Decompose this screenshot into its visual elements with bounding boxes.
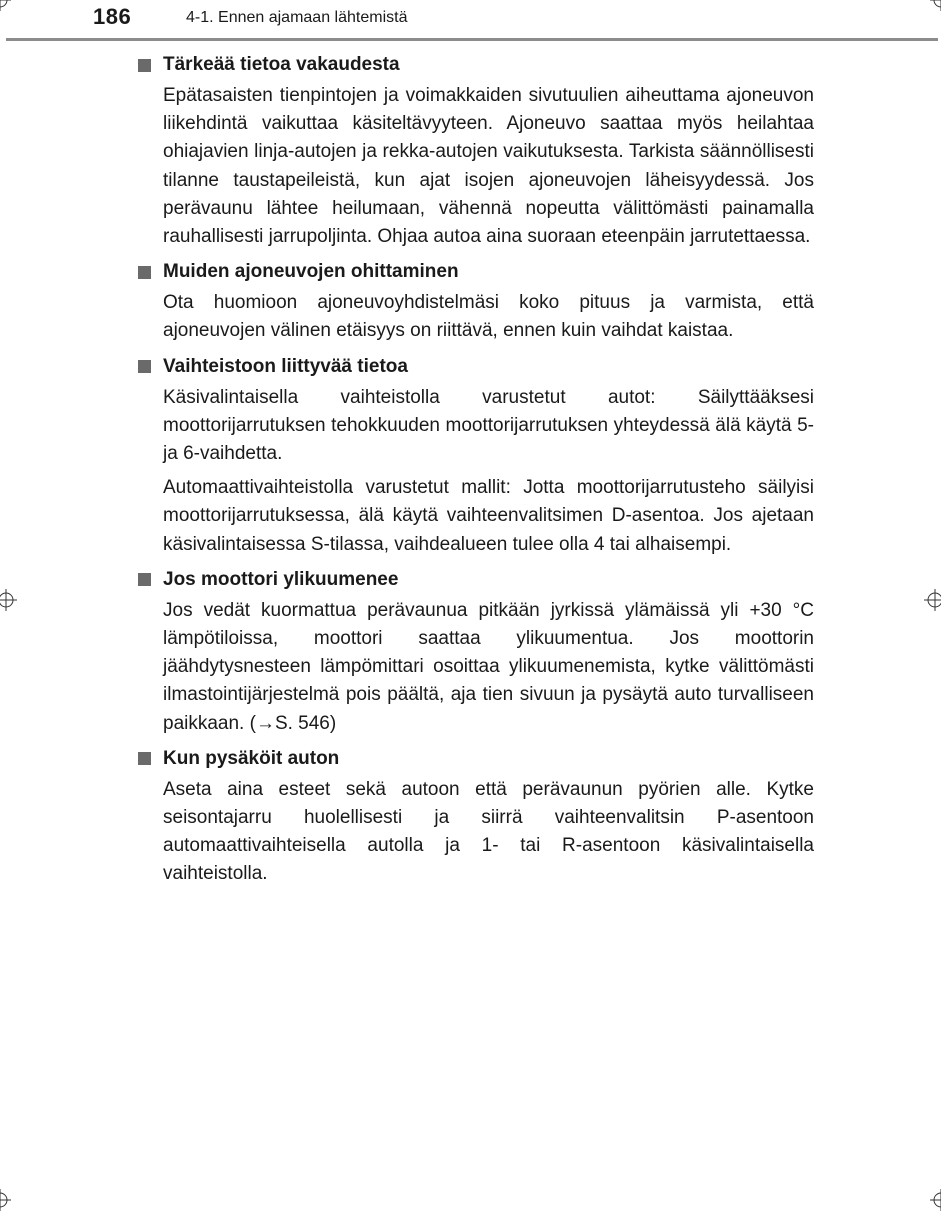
section-heading-text: Kun pysäköit auton xyxy=(163,747,340,769)
section-paragraph: Automaattivaihteistolla varustetut mallit: Jotta moottorijarrutusteho säilyisi moottorijarrutuksessa, älä käytä vaihteenvalitsimen D-asentoa. Jos ajetaan käsivalintaisessa S-tilassa, vaihdealueen tulee olla 4 tai alhaisempi. xyxy=(163,477,814,555)
registration-mark-icon xyxy=(0,589,17,611)
section-parking xyxy=(138,744,814,889)
chapter-title: 4-1. Ennen ajamaan lähtemistä xyxy=(186,9,408,26)
section-paragraph: Ota huomioon ajoneuvoyhdistelmäsi koko pituus ja varmista, että ajoneuvojen välinen etäisyys on riittävä, ennen kuin vaihdat kaistaa. xyxy=(163,292,814,342)
registration-mark-icon xyxy=(930,0,941,11)
section-heading-text: Muiden ajoneuvojen ohittaminen xyxy=(163,261,459,283)
header-divider xyxy=(6,38,938,41)
page-number: 186 xyxy=(93,4,132,29)
registration-mark-icon xyxy=(930,1189,941,1211)
section-heading-text: Tärkeää tietoa vakaudesta xyxy=(163,54,400,75)
section-overheating xyxy=(138,565,814,738)
page-content xyxy=(138,50,814,895)
section-heading xyxy=(138,744,814,774)
section-heading-text: Vaihteistoon liittyvää tietoa xyxy=(163,355,408,377)
section-paragraph: Jos vedät kuormattua perävaunua pitkään jyrkissä ylämäissä yli +30 °C lämpötiloissa, moottori saattaa ylikuumentua. Jos moottorin jäähdytysnesteen lämpömittari osoittaa ylikuumenemista, kytke välittömästi ilmastointijärjestelmä pois päältä, aja tien sivuun ja pysäytä auto turvalliseen paikkaan. (→S. 546) xyxy=(163,599,814,734)
square-bullet-icon xyxy=(138,573,151,586)
square-bullet-icon xyxy=(138,360,151,373)
section-heading xyxy=(138,257,814,287)
section-heading xyxy=(138,565,814,595)
registration-mark-icon xyxy=(0,1189,11,1211)
section-heading xyxy=(138,50,814,80)
square-bullet-icon xyxy=(138,752,151,765)
section-transmission xyxy=(138,352,814,559)
section-heading xyxy=(138,352,814,382)
square-bullet-icon xyxy=(138,266,151,279)
section-overtaking xyxy=(138,257,814,345)
square-bullet-icon xyxy=(138,59,151,72)
section-paragraph: Käsivalintaisella vaihteistolla varustetut autot: Säilyttääksesi moottorijarrutuksen tehokkuuden moottorijarrutuksen yhteydessä älä käytä 5- ja 6-vaihdetta. xyxy=(163,386,814,465)
section-heading-text: Jos moottori ylikuumenee xyxy=(163,568,399,590)
page-header xyxy=(0,0,941,44)
registration-mark-icon xyxy=(0,0,11,11)
section-paragraph: Aseta aina esteet sekä autoon että perävaunun pyörien alle. Kytke seisontajarru huolellisesti ja siirrä vaihteenvalitsin P-asentoon automaattivaihteisella autolla ja 1- tai R-asentoon käsivalintaisella vaihteistolla. xyxy=(163,778,814,885)
registration-mark-icon xyxy=(924,589,941,611)
section-paragraph: Epätasaisten tienpintojen ja voimakkaiden sivutuulien aiheuttama ajoneuvon liikehdintä vaikuttaa käsiteltävyyteen. Ajoneuvo saattaa myös heilahtaa ohiajavien linja-autojen ja rekka-autojen vaikutuksesta. Tarkista säännöllisesti tilanne taustapeileistä, kun ajat isojen ajoneuvojen läheisyydessä. Jos perävaunu lähtee heilumaan, vähennä nopeutta välittömästi painamalla rauhallisesti jarrupoljinta. Ohjaa autoa aina suoraan eteenpäin jarrutettaessa. xyxy=(163,85,814,248)
section-stability xyxy=(138,50,814,251)
